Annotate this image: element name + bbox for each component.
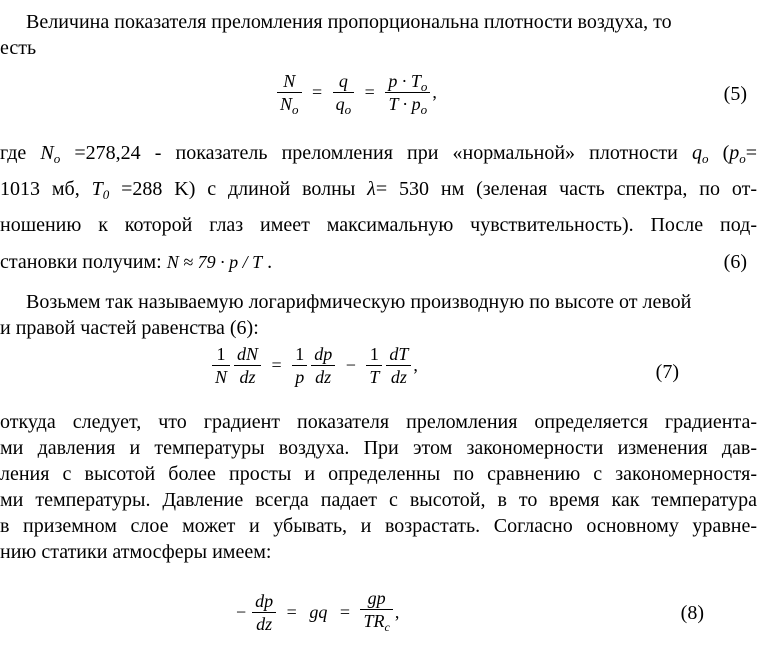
text-line: ми температуры. Давление всегда падает с высотой, в то время как температура (0, 489, 757, 511)
text-line: ления с высотой более просты и определенны по сравнению с закономерностя- (0, 463, 757, 485)
text-line: становки получим: N ≈ 79 · p / T . (0, 251, 273, 273)
text-line: и правой частей равенства (6): (0, 317, 259, 339)
text-line: Величина показателя преломления пропорциональна плотности воздуха, то (26, 11, 672, 33)
text-line: откуда следует, что градиент показателя преломления определяется градиента- (0, 411, 757, 433)
equation-number: (6) (723, 251, 747, 273)
text-line: есть (0, 37, 37, 59)
text-line: Возьмем так называемую логарифмическую производную по высоте от левой (26, 291, 692, 313)
text-line: ношению к которой глаз имеет максимальную чувствительность). После под- (0, 214, 757, 236)
equation-8: − $\frac{dp}{dz}$ = gq = $\frac{gp}{TR_c}$ , (236, 588, 400, 634)
equation-number: (5) (723, 83, 747, 105)
text-line: в приземном слое может и убывать, и возрастать. Согласно основному уравне- (0, 515, 757, 537)
text-line: ми давления и температуры воздуха. При этом закономерности изменения дав- (0, 437, 757, 459)
text-line: где $N_o =278,24$ - показатель преломления при «нормальной» плотности $q_o$ ($p_o=$ (0, 142, 758, 166)
text-line: 1013 мб, $T_0 =288$ K) с длиной волны λ= 530 нм (зеленая часть спектра, по от- (0, 178, 757, 202)
text-line: нию статики атмосферы имеем: (0, 541, 272, 563)
equation-number: (8) (680, 602, 704, 624)
equation-7: $\frac{1}{N}$ $\frac{dN}{dz}$ = $\frac{1}{p}$ $\frac{dp}{dz}$ − $\frac{1}{T}$ $\frac{dT}{dz}$ , (210, 343, 418, 388)
equation-5: $\frac{N}{N_o}$ = $\frac{q}{q_o}$ = $\frac{p \cdot T_o}{T \cdot p_o}$ , (275, 70, 437, 115)
equation-number: (7) (655, 361, 679, 383)
